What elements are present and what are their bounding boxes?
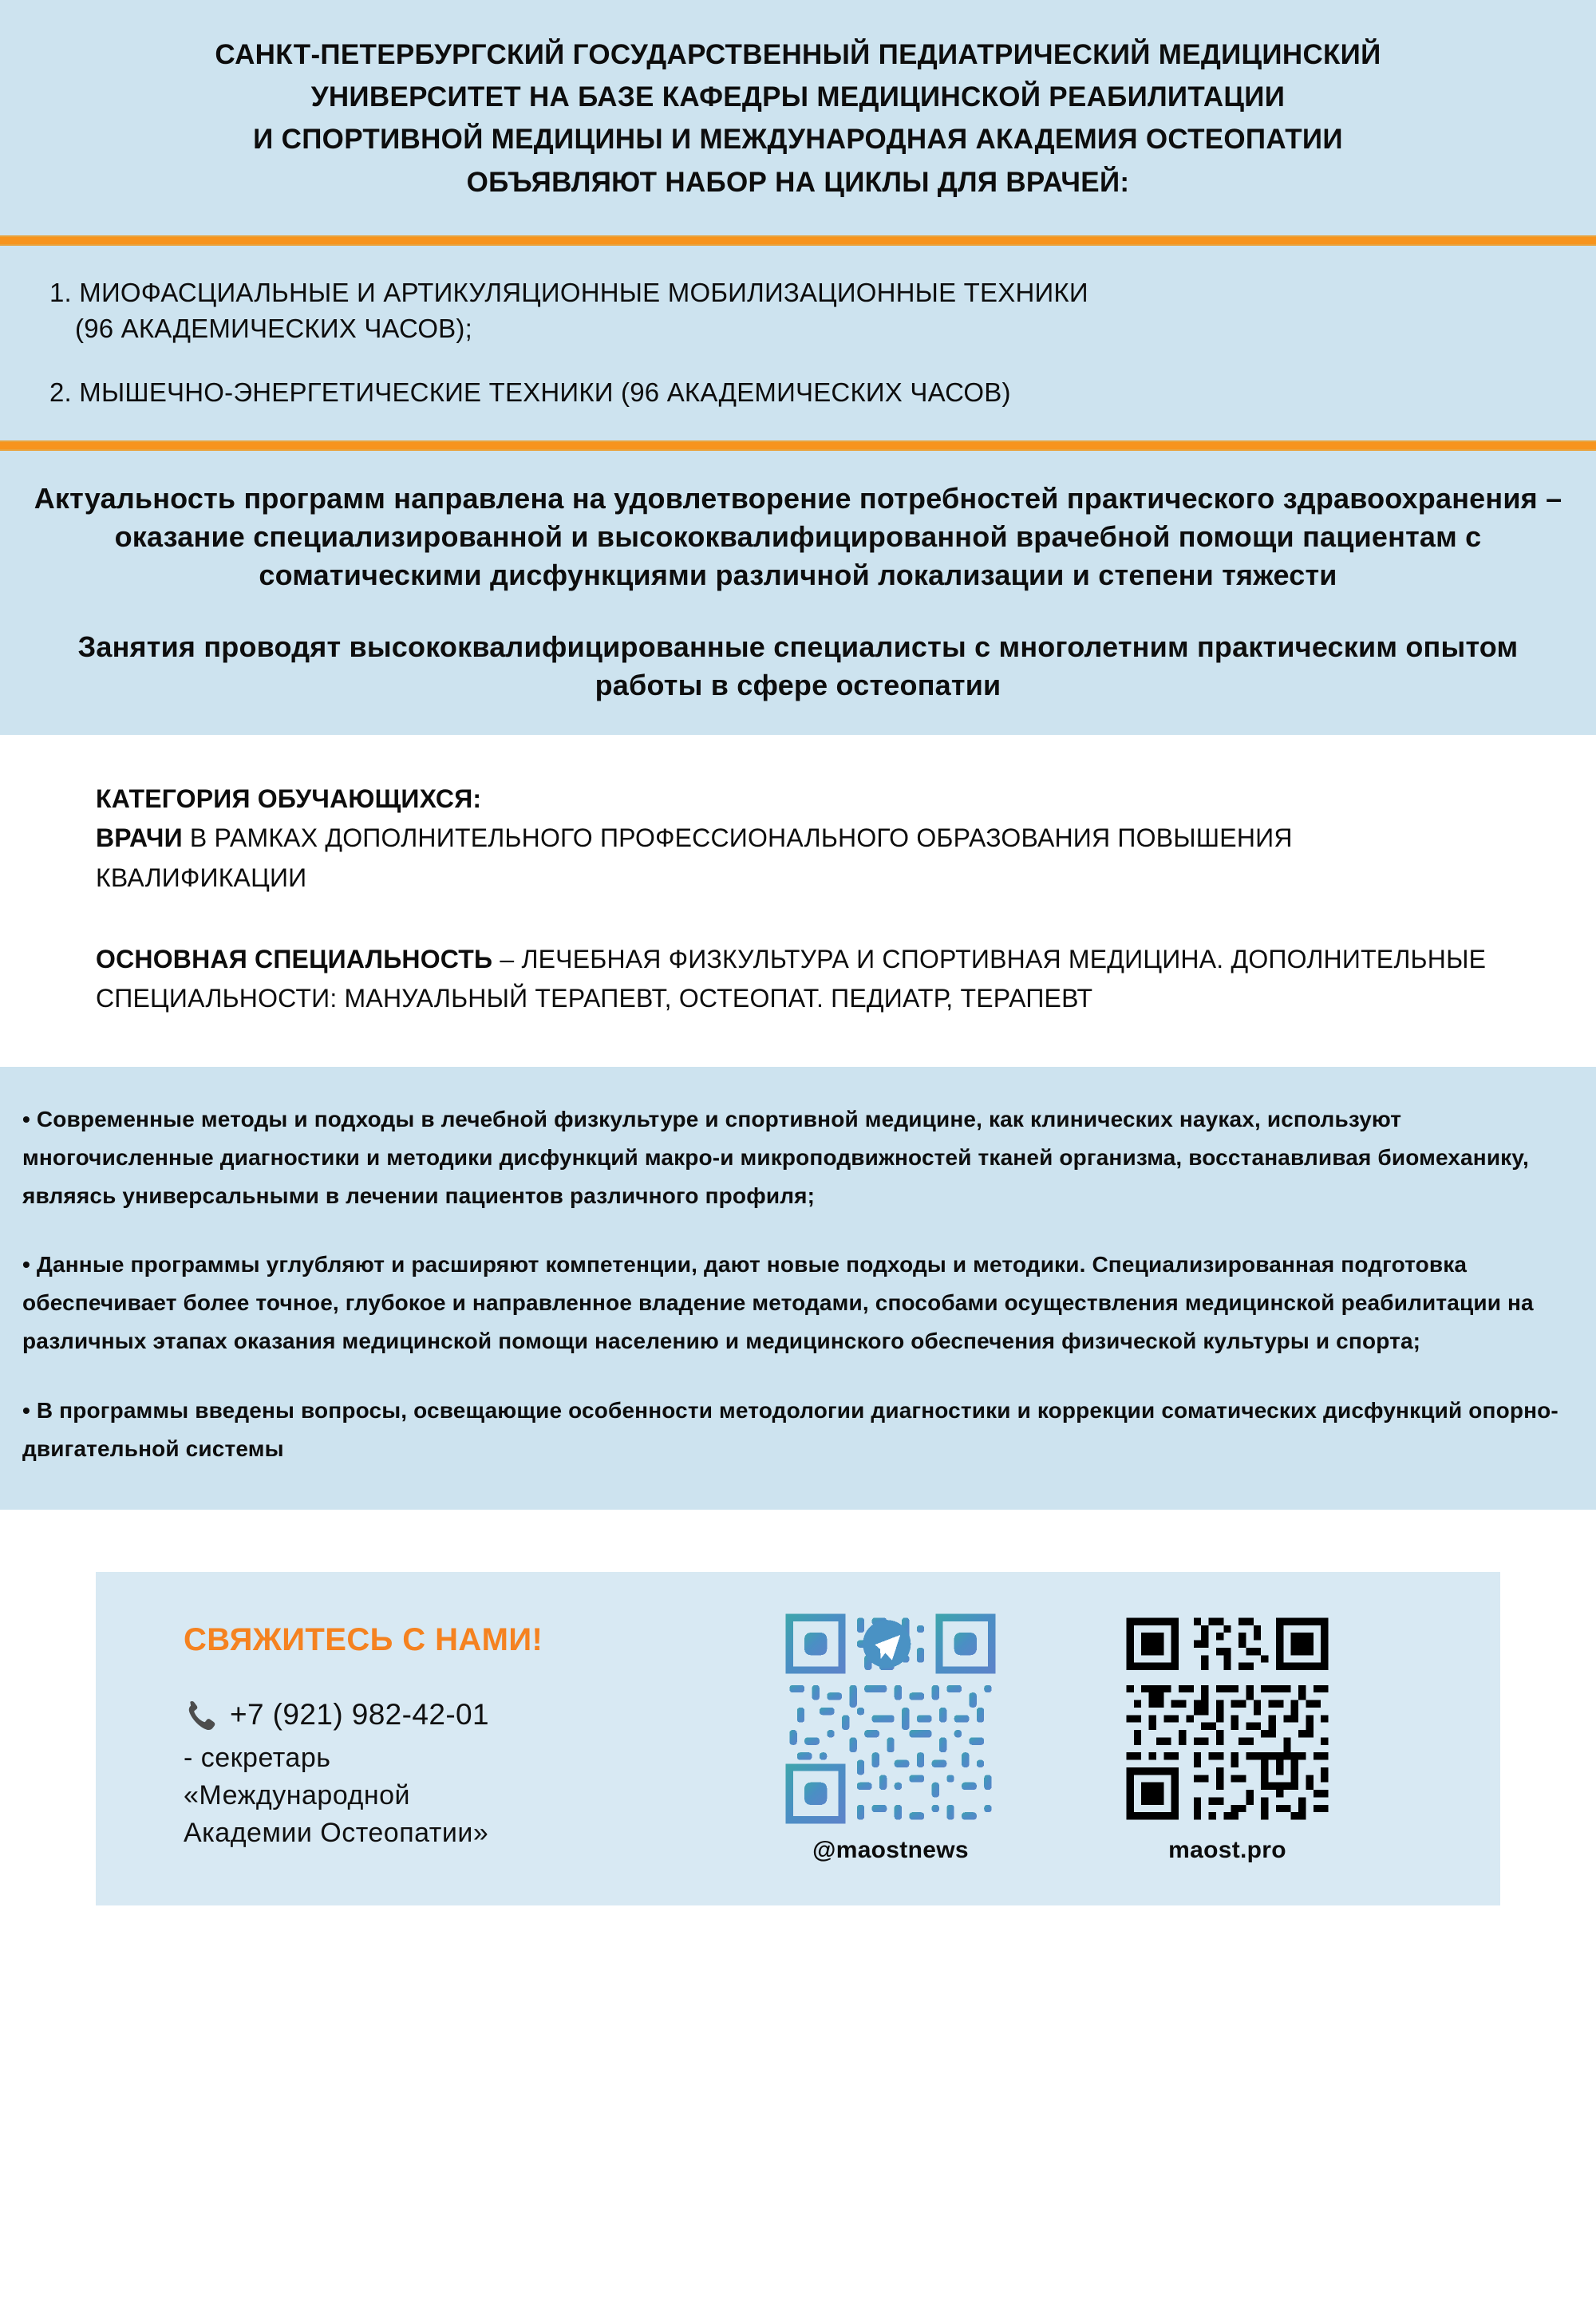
category-section <box>0 735 1596 1067</box>
relevance-section <box>0 451 1596 734</box>
contact-role-line-1: - секретарь <box>184 1743 331 1774</box>
course-item-1 <box>45 274 1548 347</box>
divider-orange-top <box>0 235 1596 246</box>
header-band <box>0 0 1596 235</box>
course-item-2 <box>45 374 1548 411</box>
category-title: КАТЕГОРИЯ ОБУЧАЮЩИХСЯ: <box>96 784 482 813</box>
qr-block-telegram[interactable] <box>782 1610 999 1864</box>
bullet-list <box>0 1067 1596 1510</box>
category-students-bold: ВРАЧИ <box>96 823 183 853</box>
website-qr-caption: maost.pro <box>1168 1836 1286 1863</box>
course-1-hours: (96 АКАДЕМИЧЕСКИХ ЧАСОВ); <box>75 314 472 344</box>
phone-number[interactable]: +7 (921) 982-42-01 <box>230 1698 490 1732</box>
divider-orange-bottom <box>0 440 1596 451</box>
contact-title: СВЯЖИТЕСЬ С НАМИ! <box>184 1622 543 1658</box>
category-specialty-bold: ОСНОВНАЯ СПЕЦИАЛЬНОСТЬ <box>96 944 493 973</box>
website-qr-code[interactable] <box>1119 1610 1336 1827</box>
category-band <box>0 735 1596 1067</box>
bullets-band <box>0 1067 1596 1510</box>
category-spacer <box>96 898 1500 940</box>
qr-column <box>750 1610 1336 1864</box>
phone-row[interactable] <box>184 1698 750 1732</box>
telegram-qr-caption: @maostnews <box>812 1836 969 1863</box>
bullet-item-1: • Современные методы и подходы в лечебной физкультуре и спортивной медицине, как клинических науках, используют многочисленные диагностики и методики дисфункций макро-и микроподвижностей тканей организма, восстанавливая биомеханику, являясь универсальными в лечении пациентов различного профиля; <box>22 1106 1529 1208</box>
category-specialty-rest: – ЛЕЧЕБНАЯ ФИЗКУЛЬТУРА И СПОРТИВНАЯ МЕДИЦИНА. ДОПОЛНИТЕЛЬНЫЕ СПЕЦИАЛЬНОСТИ: МАНУАЛЬНЫЙ ТЕРАПЕВТ, ОСТЕОПАТ. ПЕДИАТР, ТЕРАПЕВТ <box>96 944 1487 1013</box>
qr-block-website[interactable] <box>1119 1610 1336 1864</box>
relevance-band <box>0 451 1596 734</box>
telegram-logo-icon <box>863 1620 911 1668</box>
header-line-1: САНКТ-ПЕТЕРБУРГСКИЙ ГОСУДАРСТВЕННЫЙ ПЕДИАТРИЧЕСКИЙ МЕДИЦИНСКИЙ <box>215 39 1381 70</box>
header-line-3: И СПОРТИВНОЙ МЕДИЦИНЫ И МЕЖДУНАРОДНАЯ АКАДЕМИЯ ОСТЕОПАТИИ <box>253 124 1343 156</box>
header-line-4: ОБЪЯВЛЯЮТ НАБОР НА ЦИКЛЫ ДЛЯ ВРАЧЕЙ: <box>466 166 1130 198</box>
contact-role-line-3: Академии Остеопатии» <box>184 1817 489 1848</box>
courses-band <box>0 246 1596 441</box>
contact-role-line-2: «Международной <box>184 1779 410 1811</box>
category-specialty <box>96 940 1500 1019</box>
footer-band <box>0 1510 1596 1960</box>
category-students <box>96 819 1500 898</box>
relevance-paragraph-1: Актуальность программ направлена на удовлетворение потребностей практического здравоохранения – оказание специализированной и высококвалифицированной врачебной помощи пациентам с соматическими дисфункциями различной локализации и степени тяжести <box>34 482 1562 592</box>
telegram-qr-code[interactable] <box>782 1610 999 1827</box>
bullet-item-2: • Данные программы углубляют и расширяют компетенции, дают новые подходы и методики. Специализированная подготовка обеспечивает более точное, глубокое и направленное владение методами, способами осуществления медицинской реабилитации на различных этапах оказания медицинской помощи населению и медицинского обеспечения физической культуры и спорта; <box>22 1252 1534 1354</box>
course-1-title: 1. МИОФАСЦИАЛЬНЫЕ И АРТИКУЛЯЦИОННЫЕ МОБИЛИЗАЦИОННЫЕ ТЕХНИКИ <box>49 277 1088 307</box>
category-students-rest: В РАМКАХ ДОПОЛНИТЕЛЬНОГО ПРОФЕССИОНАЛЬНОГО ОБРАЗОВАНИЯ ПОВЫШЕНИЯ КВАЛИФИКАЦИИ <box>96 823 1293 892</box>
header <box>0 0 1596 235</box>
bullet-item-3: • В программы введены вопросы, освещающие особенности методологии диагностики и коррекции соматических дисфункций опорно-двигательной системы <box>22 1397 1558 1461</box>
header-line-2: УНИВЕРСИТЕТ НА БАЗЕ КАФЕДРЫ МЕДИЦИНСКОЙ РЕАБИЛИТАЦИИ <box>310 81 1286 113</box>
relevance-paragraph-2: Занятия проводят высококвалифицированные специалисты с многолетним практическим опытом работы в сфере остеопатии <box>77 630 1519 701</box>
telephone-icon <box>184 1698 217 1732</box>
course-2-title: 2. МЫШЕЧНО-ЭНЕРГЕТИЧЕСКИЕ ТЕХНИКИ (96 АКАДЕМИЧЕСКИХ ЧАСОВ) <box>49 377 1011 407</box>
course-list <box>0 246 1596 441</box>
contact-column <box>144 1622 750 1852</box>
contact-card <box>96 1572 1500 1905</box>
